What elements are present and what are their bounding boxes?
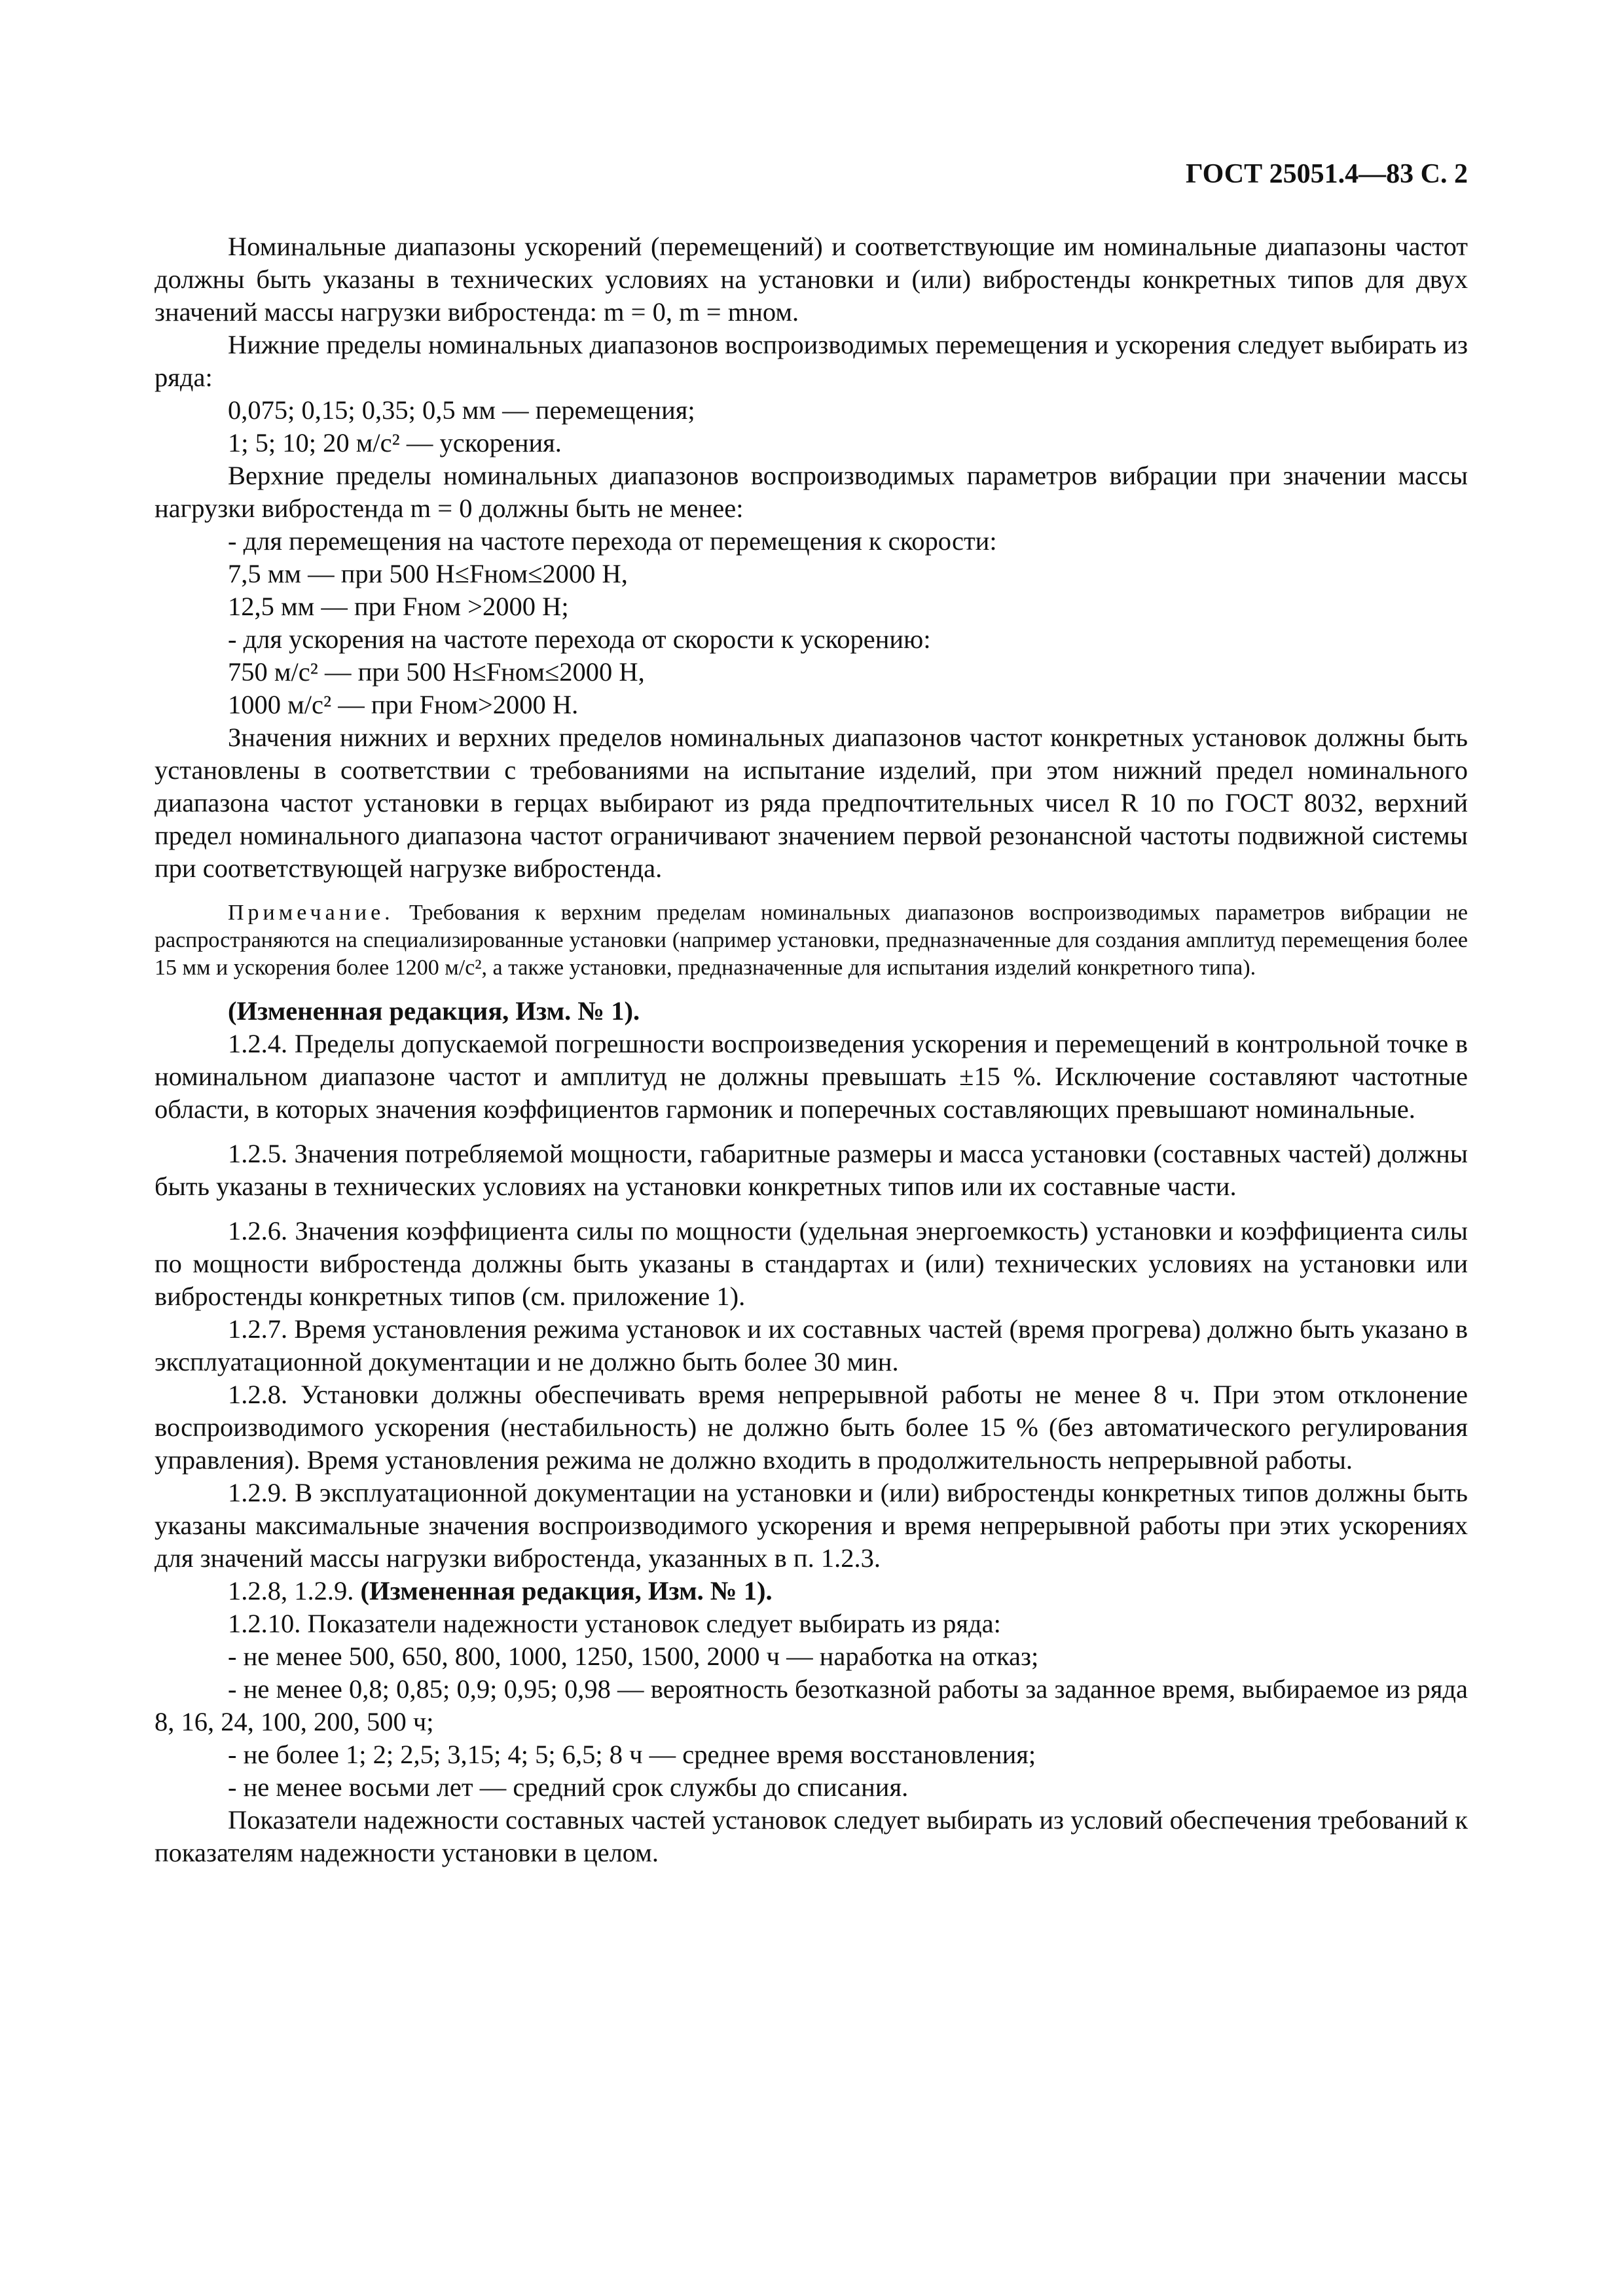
document-page [155, 157, 1468, 1869]
clause-1-2-7: 1.2.7. Время установления режима установок и их составных частей (время прогрева) должно быть указано в эксплуатационной документации и не должно быть более 30 мин. [155, 1314, 1468, 1376]
page-header: ГОСТ 25051.4—83 С. 2 [1185, 159, 1468, 189]
list-item: 0,075; 0,15; 0,35; 0,5 мм — перемещения; [228, 395, 695, 425]
revision-clauses: 1.2.8, 1.2.9. [228, 1576, 361, 1605]
paragraph-nominal-ranges: Номинальные диапазоны ускорений (перемещений) и соответствующие им номинальные диапазоны частот должны быть указаны в технических условиях на установки и (или) вибростенды конкретных типов для двух значений массы нагрузки вибростенда: m = 0, m = mном. [155, 232, 1468, 327]
reliability-item: - не менее 500, 650, 800, 1000, 1250, 1500, 2000 ч — наработка на отказ; [228, 1641, 1039, 1671]
note-label: Примечание. [228, 901, 394, 925]
list-item: 12,5 мм — при Fном >2000 Н; [228, 592, 569, 621]
paragraph-component-reliability: Показатели надежности составных частей установок следует выбирать из условий обеспечения требований к показателям надежности установки в целом. [155, 1805, 1468, 1867]
list-item: - для ускорения на частоте перехода от скорости к ускорению: [228, 624, 931, 654]
paragraph-frequency-limits: Значения нижних и верхних пределов номинальных диапазонов частот конкретных установок должны быть установлены в соответствии с требованиями на испытание изделий, при этом нижний предел номинального диапазона частот установки в герцах выбирают из ряда предпочтительных чисел R 10 по ГОСТ 8032, верхний предел номинального диапазона частот ограничивают значением первой резонансной частоты подвижной системы при соответствующей нагрузке вибростенда. [155, 723, 1468, 883]
note-text: Требования к верхним пределам номинальных диапазонов воспроизводимых параметров вибрации не распространяются на специализированные установки (например установки, предназначенные для создания амплитуд перемещения более 15 мм и ускорения более 1200 м/с², а также установки, предназначенные для испытания изделий конкретного типа). [155, 901, 1468, 980]
paragraph-upper-limits: Верхние пределы номинальных диапазонов воспроизводимых параметров вибрации при значении массы нагрузки вибростенда m = 0 должны быть не менее: [155, 461, 1468, 523]
reliability-item: - не более 1; 2; 2,5; 3,15; 4; 5; 6,5; 8 ч — среднее время восстановления; [228, 1740, 1036, 1769]
reliability-item: - не менее восьми лет — средний срок службы до списания. [228, 1772, 909, 1802]
clause-1-2-10: 1.2.10. Показатели надежности установок следует выбирать из ряда: [228, 1609, 1001, 1638]
list-item: 750 м/с² — при 500 Н≤Fном≤2000 Н, [228, 657, 645, 687]
note-paragraph [155, 899, 1468, 982]
list-item: 1000 м/с² — при Fном>2000 Н. [228, 690, 579, 719]
clause-1-2-8: 1.2.8. Установки должны обеспечивать время непрерывной работы не менее 8 ч. При этом отклонение воспроизводимого ускорения (нестабильность) не должно быть более 15 % (без автоматического регулирования управления). Время установления режима не должно входить в продолжительность непрерывной работы. [155, 1380, 1468, 1475]
revision-note-2 [155, 1575, 1468, 1607]
revision-label: (Измененная редакция, Изм. № 1). [360, 1576, 773, 1605]
clause-1-2-4: 1.2.4. Пределы допускаемой погрешности воспроизведения ускорения и перемещений в контрольной точке в номинальном диапазоне частот и амплитуд не должны превышать ±15 %. Исключение составляют частотные области, в которых значения коэффициентов гармоник и поперечных составляющих превышают номинальные. [155, 1029, 1468, 1124]
clause-1-2-9: 1.2.9. В эксплуатационной документации на установки и (или) вибростенды конкретных типов должны быть указаны максимальные значения воспроизводимого ускорения и время непрерывной работы при этих ускорениях для значений массы нагрузки вибростенда, указанных в п. 1.2.3. [155, 1478, 1468, 1573]
list-item: 7,5 мм — при 500 Н≤Fном≤2000 Н, [228, 559, 628, 588]
list-item: - для перемещения на частоте перехода от перемещения к скорости: [228, 526, 997, 556]
clause-1-2-5: 1.2.5. Значения потребляемой мощности, габаритные размеры и масса установки (составных частей) должны быть указаны в технических условиях на установки конкретных типов или их составные части. [155, 1139, 1468, 1201]
clause-1-2-6: 1.2.6. Значения коэффициента силы по мощности (удельная энергоемкость) установки и коэффициента силы по мощности вибростенда должны быть указаны в стандартах и (или) технических условиях на установки или вибростенды конкретных типов (см. приложение 1). [155, 1216, 1468, 1311]
reliability-item: - не менее 0,8; 0,85; 0,9; 0,95; 0,98 — вероятность безотказной работы за заданное время, выбираемое из ряда 8, 16, 24, 100, 200, 500 ч; [155, 1674, 1468, 1736]
paragraph-lower-limits: Нижние пределы номинальных диапазонов воспроизводимых перемещения и ускорения следует выбирать из ряда: [155, 330, 1468, 392]
revision-note: (Измененная редакция, Изм. № 1). [228, 996, 640, 1026]
list-item: 1; 5; 10; 20 м/с² — ускорения. [228, 428, 562, 457]
